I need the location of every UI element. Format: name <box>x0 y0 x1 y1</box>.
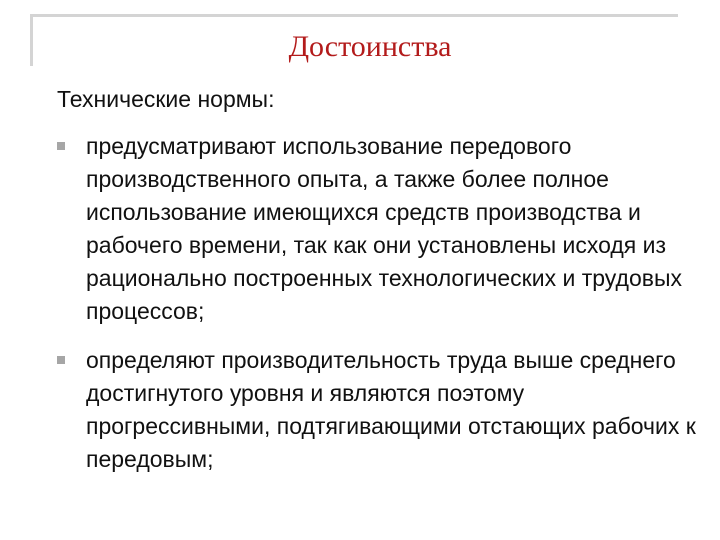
bullet-item <box>57 130 697 328</box>
square-bullet-icon <box>57 142 65 150</box>
bullet-list <box>57 130 697 492</box>
slide-title: Достоинства <box>288 30 452 63</box>
bullet-item <box>57 344 697 476</box>
bullet-text: предусматривают использование передового производственного опыта, а также более полное использование имеющихся средств производства и рабочего времени, так как они установлены исходя из рационально построенных технологических и трудовых процессов; <box>86 133 682 324</box>
frame-top-line <box>30 14 678 17</box>
bullet-text: определяют производительность труда выше среднего достигнутого уровня и являются поэтому прогрессивными, подтягивающими отстающих рабочих к передовым; <box>86 347 696 472</box>
square-bullet-icon <box>57 356 65 364</box>
slide-subtitle: Технические нормы: <box>57 86 275 112</box>
